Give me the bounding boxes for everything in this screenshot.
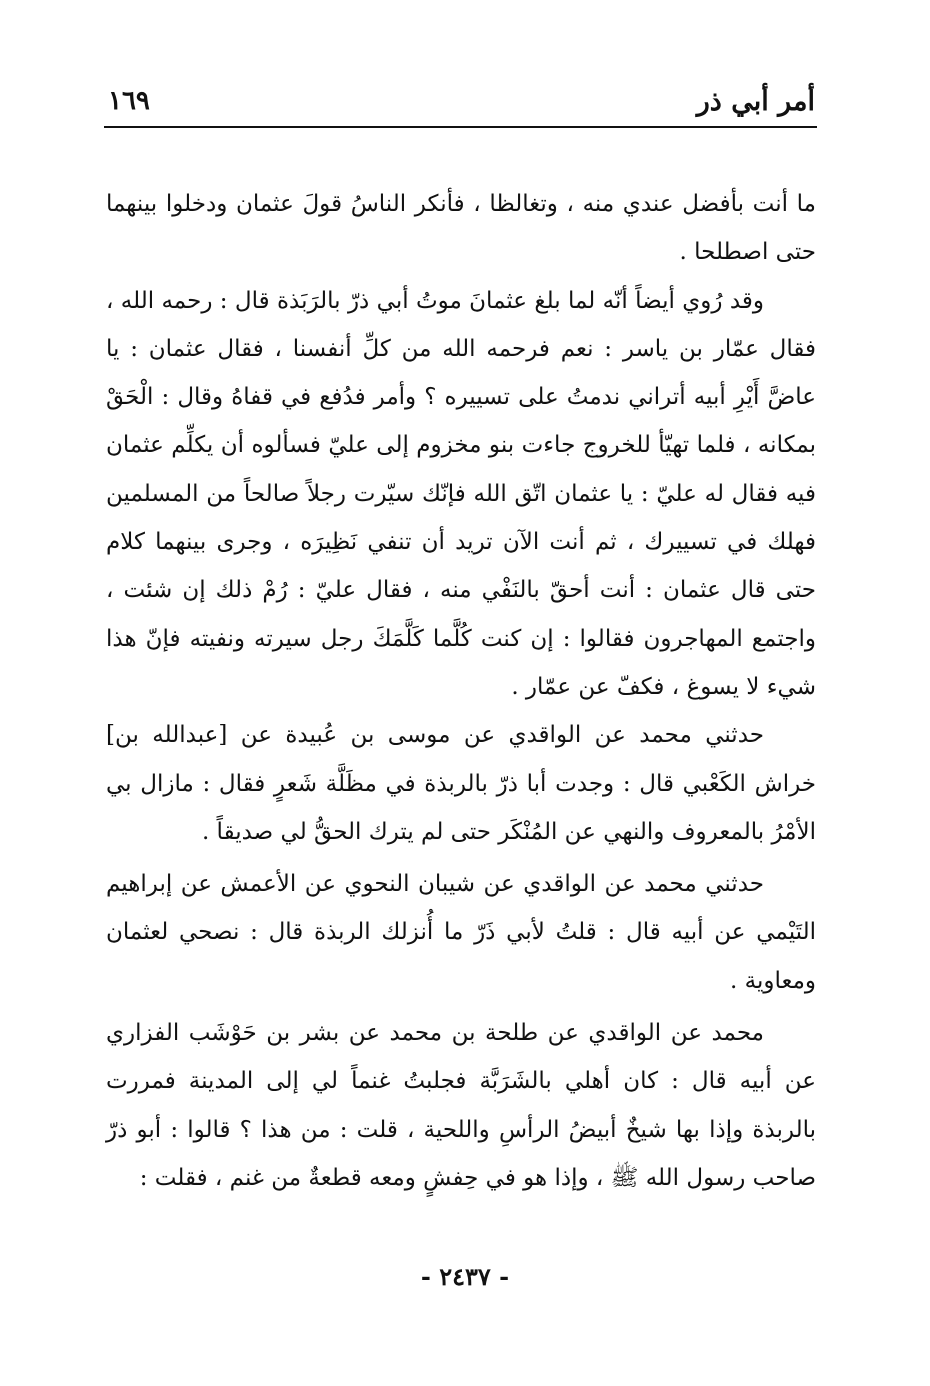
paragraph-1: ما أنت بأفضل عندي منه ، وتغالظا ، فأنكر الناسُ قولَ عثمان ودخلوا بينهما حتى اصطلحا . [106, 191, 816, 266]
running-title: أمر أبي ذر [696, 86, 815, 117]
paragraph-4: حدثني محمد عن الواقدي عن شيبان النحوي عن الأعمش عن إبراهيم التَيْمي عن أبيه قال : قلتُ لأبي ذَرّ ما أُنزلك الربذة قال : نصحي لعثمان ومعاوية . [106, 871, 816, 994]
paragraph-3: حدثني محمد عن الواقدي عن موسى بن عُبيدة عن [عبدالله بن] خراش الكَعْبي قال : وجدت أبا ذرّ بالربذة في مظَلَّة شَعرٍ فقال : مازال بي الأمْرُ بالمعروف والنهي عن المُنْكَر حتى لم يترك الحقُّ لي صديقاً . [106, 722, 816, 845]
paragraph-2: وقد رُوي أيضاً أنّه لما بلغ عثمانَ موتُ أبي ذرّ بالرَبَذة قال : رحمه الله ، فقال عمّار بن ياسر : نعم فرحمه الله من كلِّ أنفسنا ، فقال عثمان : يا عاضَّ أَيْرِ أبيه أتراني ندمتُ على تسييره ؟ وأمر فدُفع في قفاهُ وقال : الْحَقْ بمكانه ، فلما تهيّأ للخروج جاءت بنو مخزوم إلى عليّ فسألوه أن يكلِّم عثمان فيه فقال له عليّ : يا عثمان اتّق الله فإنّك سيّرت رجلاً صالحاً من المسلمين فهلك في تسييرك ، ثم أنت الآن تريد أن تنفي نَظِيرَه ، وجرى بينهما كلام حتى قال عثمان : أنت أحقّ بالنَفْي منه ، فقال عليّ : رُمْ ذلك إن شئت ، واجتمع المهاجرون فقالوا : إن كنت كُلَّما كَلَّمَكَ رجل سيرته ونفيته فإنّ هذا شيء لا يسوغ ، فكفّ عن عمّار . [106, 287, 816, 700]
running-header [100, 80, 815, 128]
paragraph-5: محمد عن الواقدي عن طلحة بن محمد عن بشر بن حَوْشَب الفزاري عن أبيه قال : كان أهلي بالشَرَبَّة فجلبتُ غنماً لي إلى المدينة فمررت بالربذة وإذا بها شيخٌ أبيضُ الرأسِ واللحية ، قلت : من هذا ؟ قالوا : أبو ذرّ صاحب رسول الله ﷺ ، وإذا هو في حِفشٍ ومعه قطعةٌ من غنم ، فقلت : [106, 1020, 816, 1191]
header-rule [104, 126, 817, 128]
body-text [106, 180, 816, 1202]
page-number: ١٦٩ [108, 86, 150, 116]
volume-page-number: - ٢٤٣٧ - [420, 1262, 510, 1291]
